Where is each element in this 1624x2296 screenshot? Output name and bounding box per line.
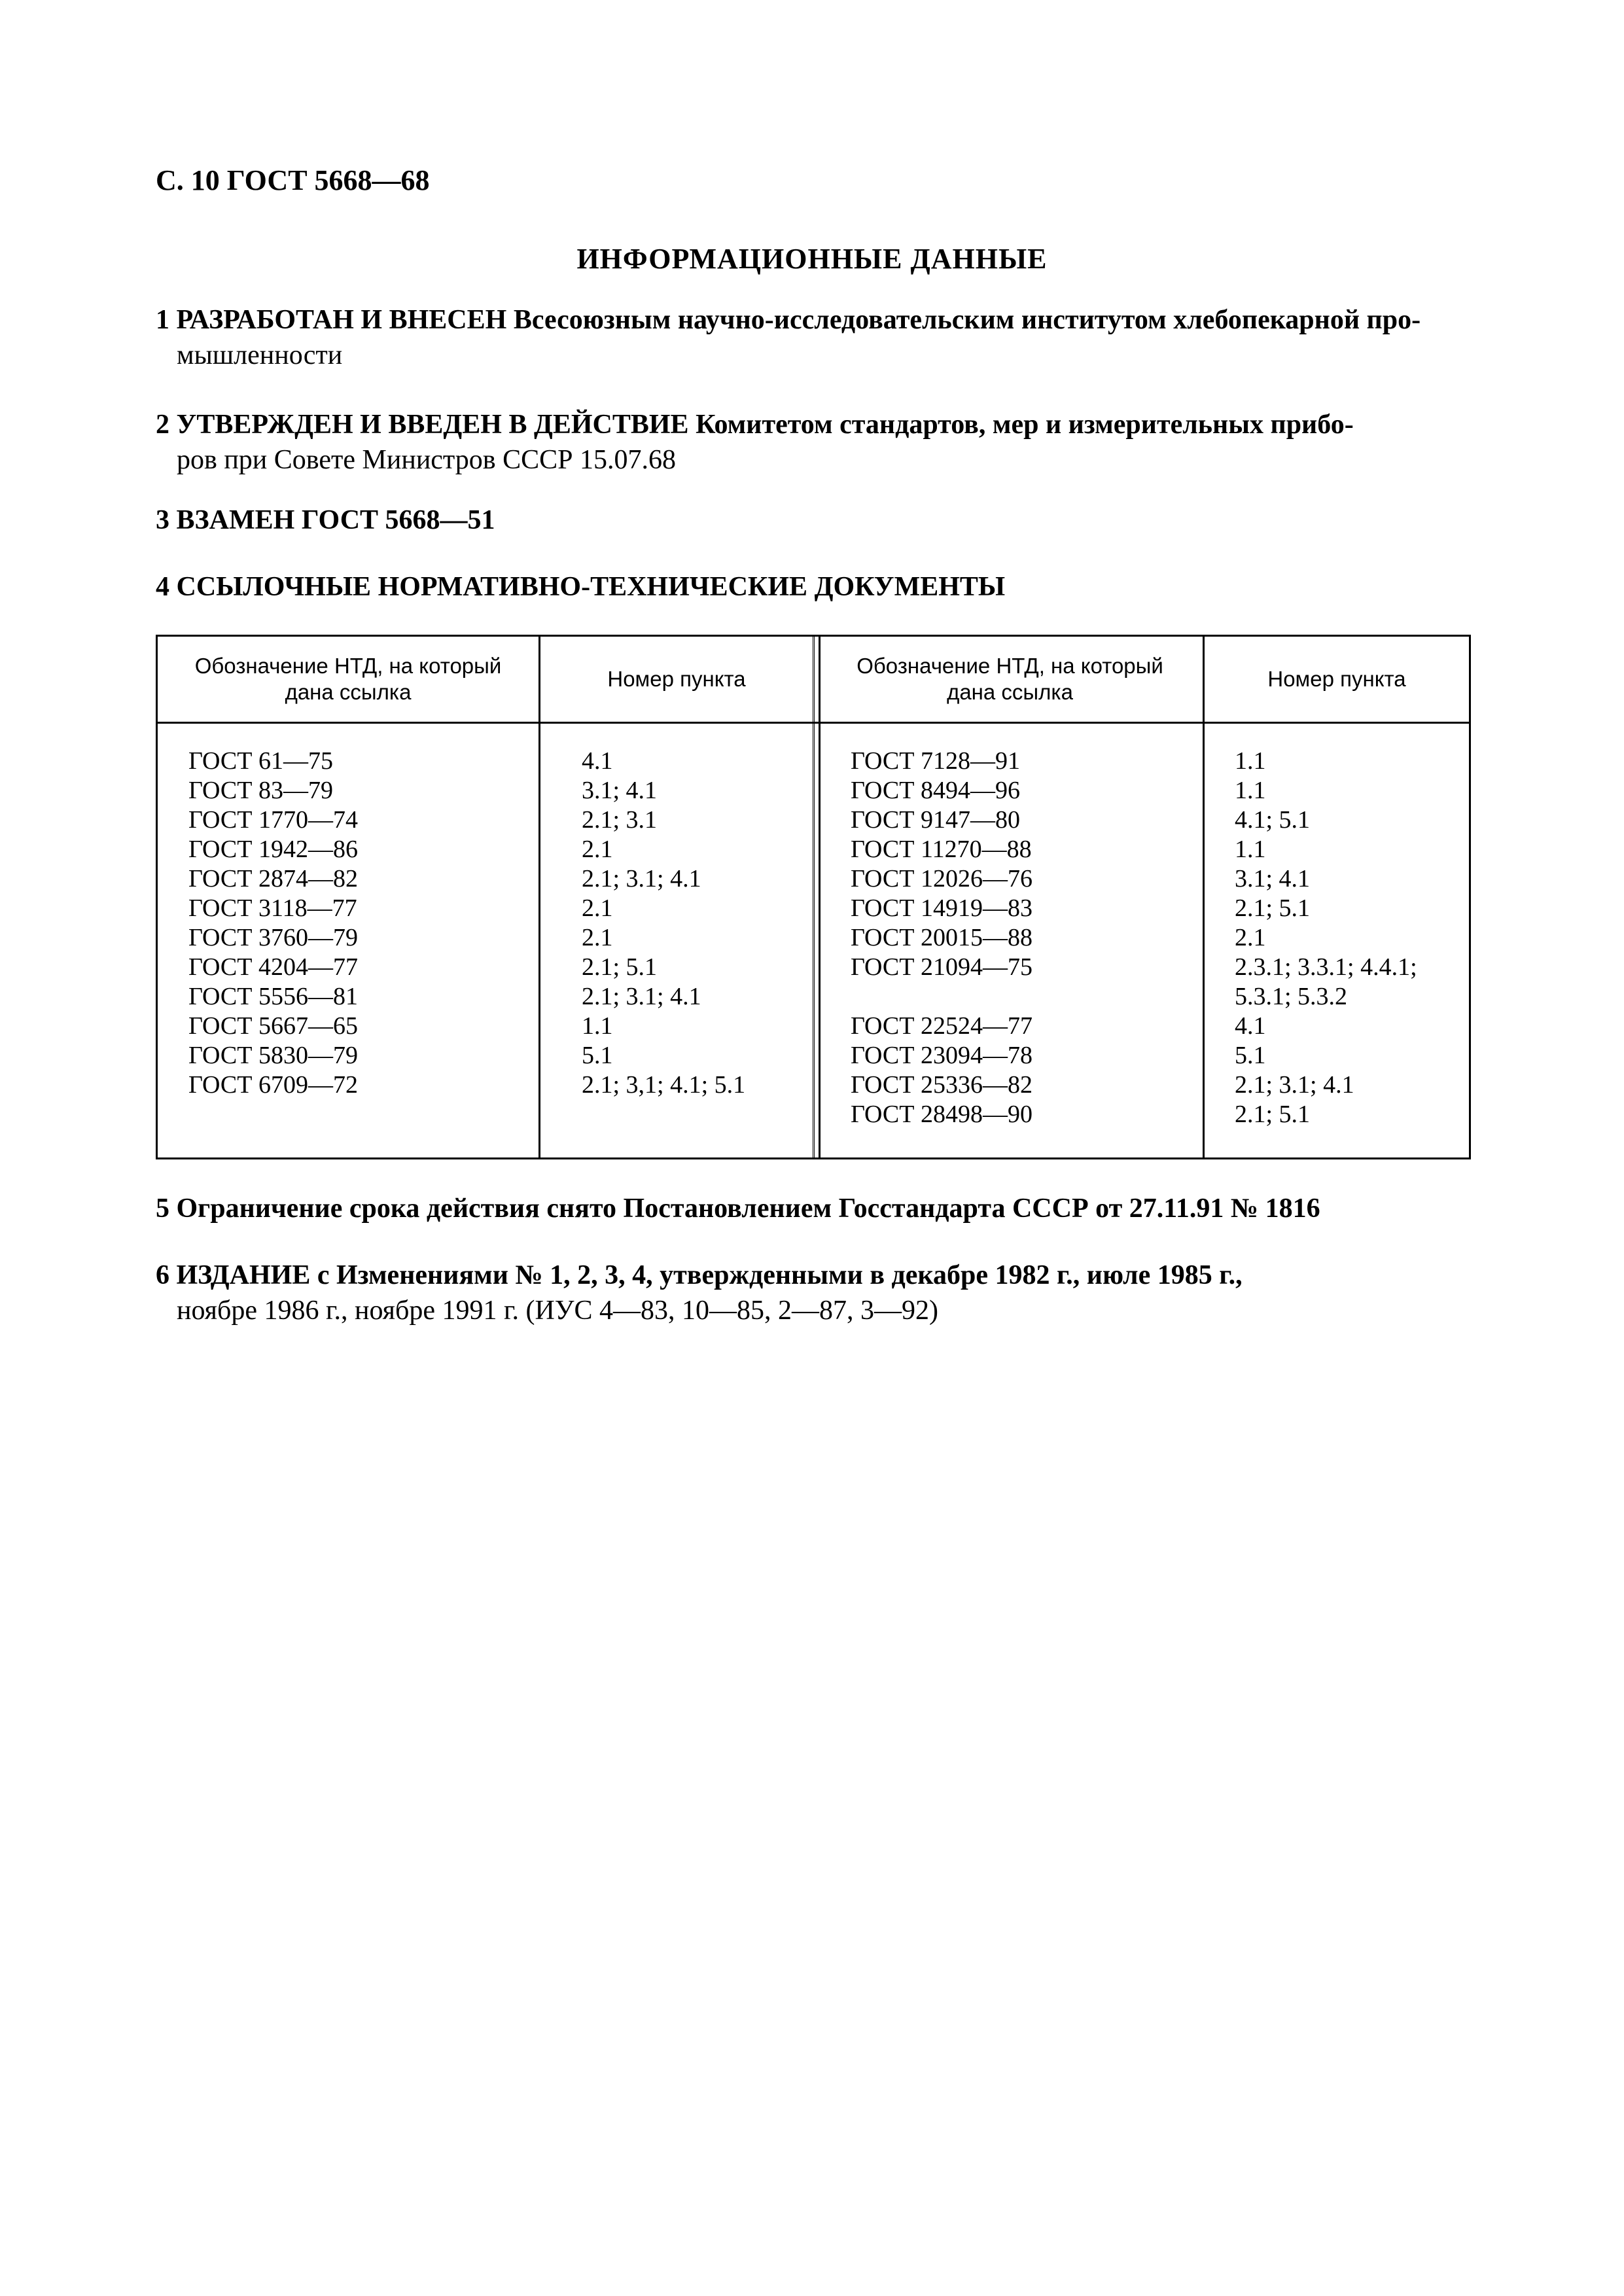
table-cell: ГОСТ 3118—77 bbox=[188, 894, 357, 922]
page-title: ИНФОРМАЦИОННЫЕ ДАННЫЕ bbox=[576, 243, 1048, 275]
table-header-doc: Обозначение НТД, на который дана ссылка bbox=[856, 654, 1163, 704]
table-cell: 2.1 bbox=[582, 894, 613, 922]
table-cell: 2.1; 3.1; 4.1 bbox=[582, 865, 701, 892]
table-cell: 1.1 bbox=[1235, 836, 1266, 863]
table-cell: 2.1; 3,1; 4.1; 5.1 bbox=[582, 1071, 746, 1099]
table-cell: 1.1 bbox=[582, 1012, 613, 1040]
table-divider-double bbox=[813, 637, 821, 1157]
table-cell: 2.1; 5.1 bbox=[582, 953, 658, 981]
table-cell: ГОСТ 6709—72 bbox=[188, 1071, 358, 1099]
item-text: Комитетом стандартов, мер и измерительных прибо- bbox=[696, 410, 1354, 440]
table-cell: 4.1 bbox=[1235, 1012, 1266, 1040]
item-number: 2 bbox=[156, 410, 169, 440]
table-cell: 5.1 bbox=[582, 1042, 613, 1069]
table-header-point: Номер пункта bbox=[607, 667, 746, 691]
table-cell: 2.1; 5.1 bbox=[1235, 1101, 1311, 1128]
table-cell: ГОСТ 7128—91 bbox=[851, 747, 1020, 775]
references-table bbox=[156, 635, 1471, 1159]
table-cell: 5.3.1; 5.3.2 bbox=[1235, 983, 1348, 1010]
item-heading: ИЗДАНИЕ bbox=[176, 1260, 311, 1290]
table-cell: ГОСТ 2874—82 bbox=[188, 865, 358, 892]
item-continuation: ноябре 1986 г., ноябре 1991 г. (ИУС 4—83, 10—85, 2—87, 3—92) bbox=[177, 1296, 939, 1326]
table-cell: 3.1; 4.1 bbox=[582, 777, 658, 804]
table-cell: 2.1; 5.1 bbox=[1235, 894, 1311, 922]
table-cell: ГОСТ 9147—80 bbox=[851, 806, 1020, 834]
table-cell: ГОСТ 5556—81 bbox=[188, 983, 358, 1010]
item-2 bbox=[156, 407, 1468, 478]
table-cell: ГОСТ 22524—77 bbox=[851, 1012, 1033, 1040]
left-points-column bbox=[582, 747, 745, 1100]
item-heading: РАЗРАБОТАН И ВНЕСЕН bbox=[176, 305, 507, 335]
table-header-point: Номер пункта bbox=[1267, 667, 1406, 691]
table-cell: ГОСТ 5667—65 bbox=[188, 1012, 358, 1040]
item-number: 1 bbox=[156, 305, 169, 335]
item-text: Всесоюзным научно-исследовательским институтом хлебопекарной про- bbox=[513, 305, 1421, 335]
table-cell: ГОСТ 3760—79 bbox=[188, 924, 358, 951]
left-docs-column bbox=[188, 747, 358, 1100]
table-cell: 2.3.1; 3.3.1; 4.4.1; bbox=[1235, 953, 1417, 981]
table-cell: ГОСТ 21094—75 bbox=[851, 953, 1033, 981]
table-cell bbox=[851, 982, 1033, 1012]
item-number: 6 bbox=[156, 1260, 169, 1290]
page-header: С. 10 ГОСТ 5668—68 bbox=[156, 164, 430, 196]
item-1 bbox=[156, 302, 1468, 373]
table-cell: 2.1 bbox=[1235, 924, 1266, 951]
table-cell: ГОСТ 12026—76 bbox=[851, 865, 1033, 892]
table-cell: ГОСТ 25336—82 bbox=[851, 1071, 1033, 1099]
table-cell: 2.1 bbox=[582, 924, 613, 951]
table-cell: 4.1 bbox=[582, 747, 613, 775]
table-cell: ГОСТ 4204—77 bbox=[188, 953, 358, 981]
item-continuation: ров при Совете Министров СССР 15.07.68 bbox=[177, 445, 677, 475]
table-cell: ГОСТ 1770—74 bbox=[188, 806, 358, 834]
table-cell: ГОСТ 14919—83 bbox=[851, 894, 1033, 922]
table-cell: 2.1 bbox=[582, 836, 613, 863]
item-heading: Ограничение срока действия снято Постановлением Госстандарта СССР от 27.11.91 № 1816 bbox=[176, 1193, 1320, 1224]
right-docs-column bbox=[851, 747, 1033, 1129]
item-number: 3 bbox=[156, 505, 169, 535]
table-cell: 1.1 bbox=[1235, 777, 1266, 804]
item-text: с Изменениями № 1, 2, 3, 4, утвержденными в декабре 1982 г., июле 1985 г., bbox=[317, 1260, 1243, 1290]
table-cell: ГОСТ 61—75 bbox=[188, 747, 333, 775]
right-points-column bbox=[1235, 747, 1417, 1129]
item-heading: УТВЕРЖДЕН И ВВЕДЕН В ДЕЙСТВИЕ bbox=[176, 410, 689, 440]
table-cell: 4.1; 5.1 bbox=[1235, 806, 1311, 834]
table-cell: 5.1 bbox=[1235, 1042, 1266, 1069]
table-cell: ГОСТ 5830—79 bbox=[188, 1042, 358, 1069]
table-cell: 2.1; 3.1; 4.1 bbox=[582, 983, 701, 1010]
table-cell: ГОСТ 11270—88 bbox=[851, 836, 1032, 863]
item-6 bbox=[156, 1258, 1468, 1328]
table-cell: ГОСТ 23094—78 bbox=[851, 1042, 1033, 1069]
table-cell: 2.1; 3.1 bbox=[582, 806, 658, 834]
item-number: 4 bbox=[156, 572, 169, 602]
item-4 bbox=[156, 569, 1468, 605]
table-cell: ГОСТ 20015—88 bbox=[851, 924, 1033, 951]
item-continuation: мышленности bbox=[177, 340, 343, 370]
table-cell: ГОСТ 8494—96 bbox=[851, 777, 1020, 804]
table-cell: ГОСТ 1942—86 bbox=[188, 836, 358, 863]
item-heading: ССЫЛОЧНЫЕ НОРМАТИВНО-ТЕХНИЧЕСКИЕ ДОКУМЕНТЫ bbox=[176, 572, 1006, 602]
table-header-doc: Обозначение НТД, на который дана ссылка bbox=[194, 654, 502, 704]
item-3 bbox=[156, 503, 1468, 538]
item-5 bbox=[156, 1191, 1468, 1226]
table-cell: 2.1; 3.1; 4.1 bbox=[1235, 1071, 1354, 1099]
table-cell: 3.1; 4.1 bbox=[1235, 865, 1311, 892]
table-cell: ГОСТ 28498—90 bbox=[851, 1101, 1033, 1128]
table-cell: ГОСТ 83—79 bbox=[188, 777, 333, 804]
item-heading: ВЗАМЕН ГОСТ 5668—51 bbox=[176, 505, 495, 535]
item-number: 5 bbox=[156, 1193, 169, 1224]
table-header-rule bbox=[158, 722, 1469, 724]
table-cell: 1.1 bbox=[1235, 747, 1266, 775]
